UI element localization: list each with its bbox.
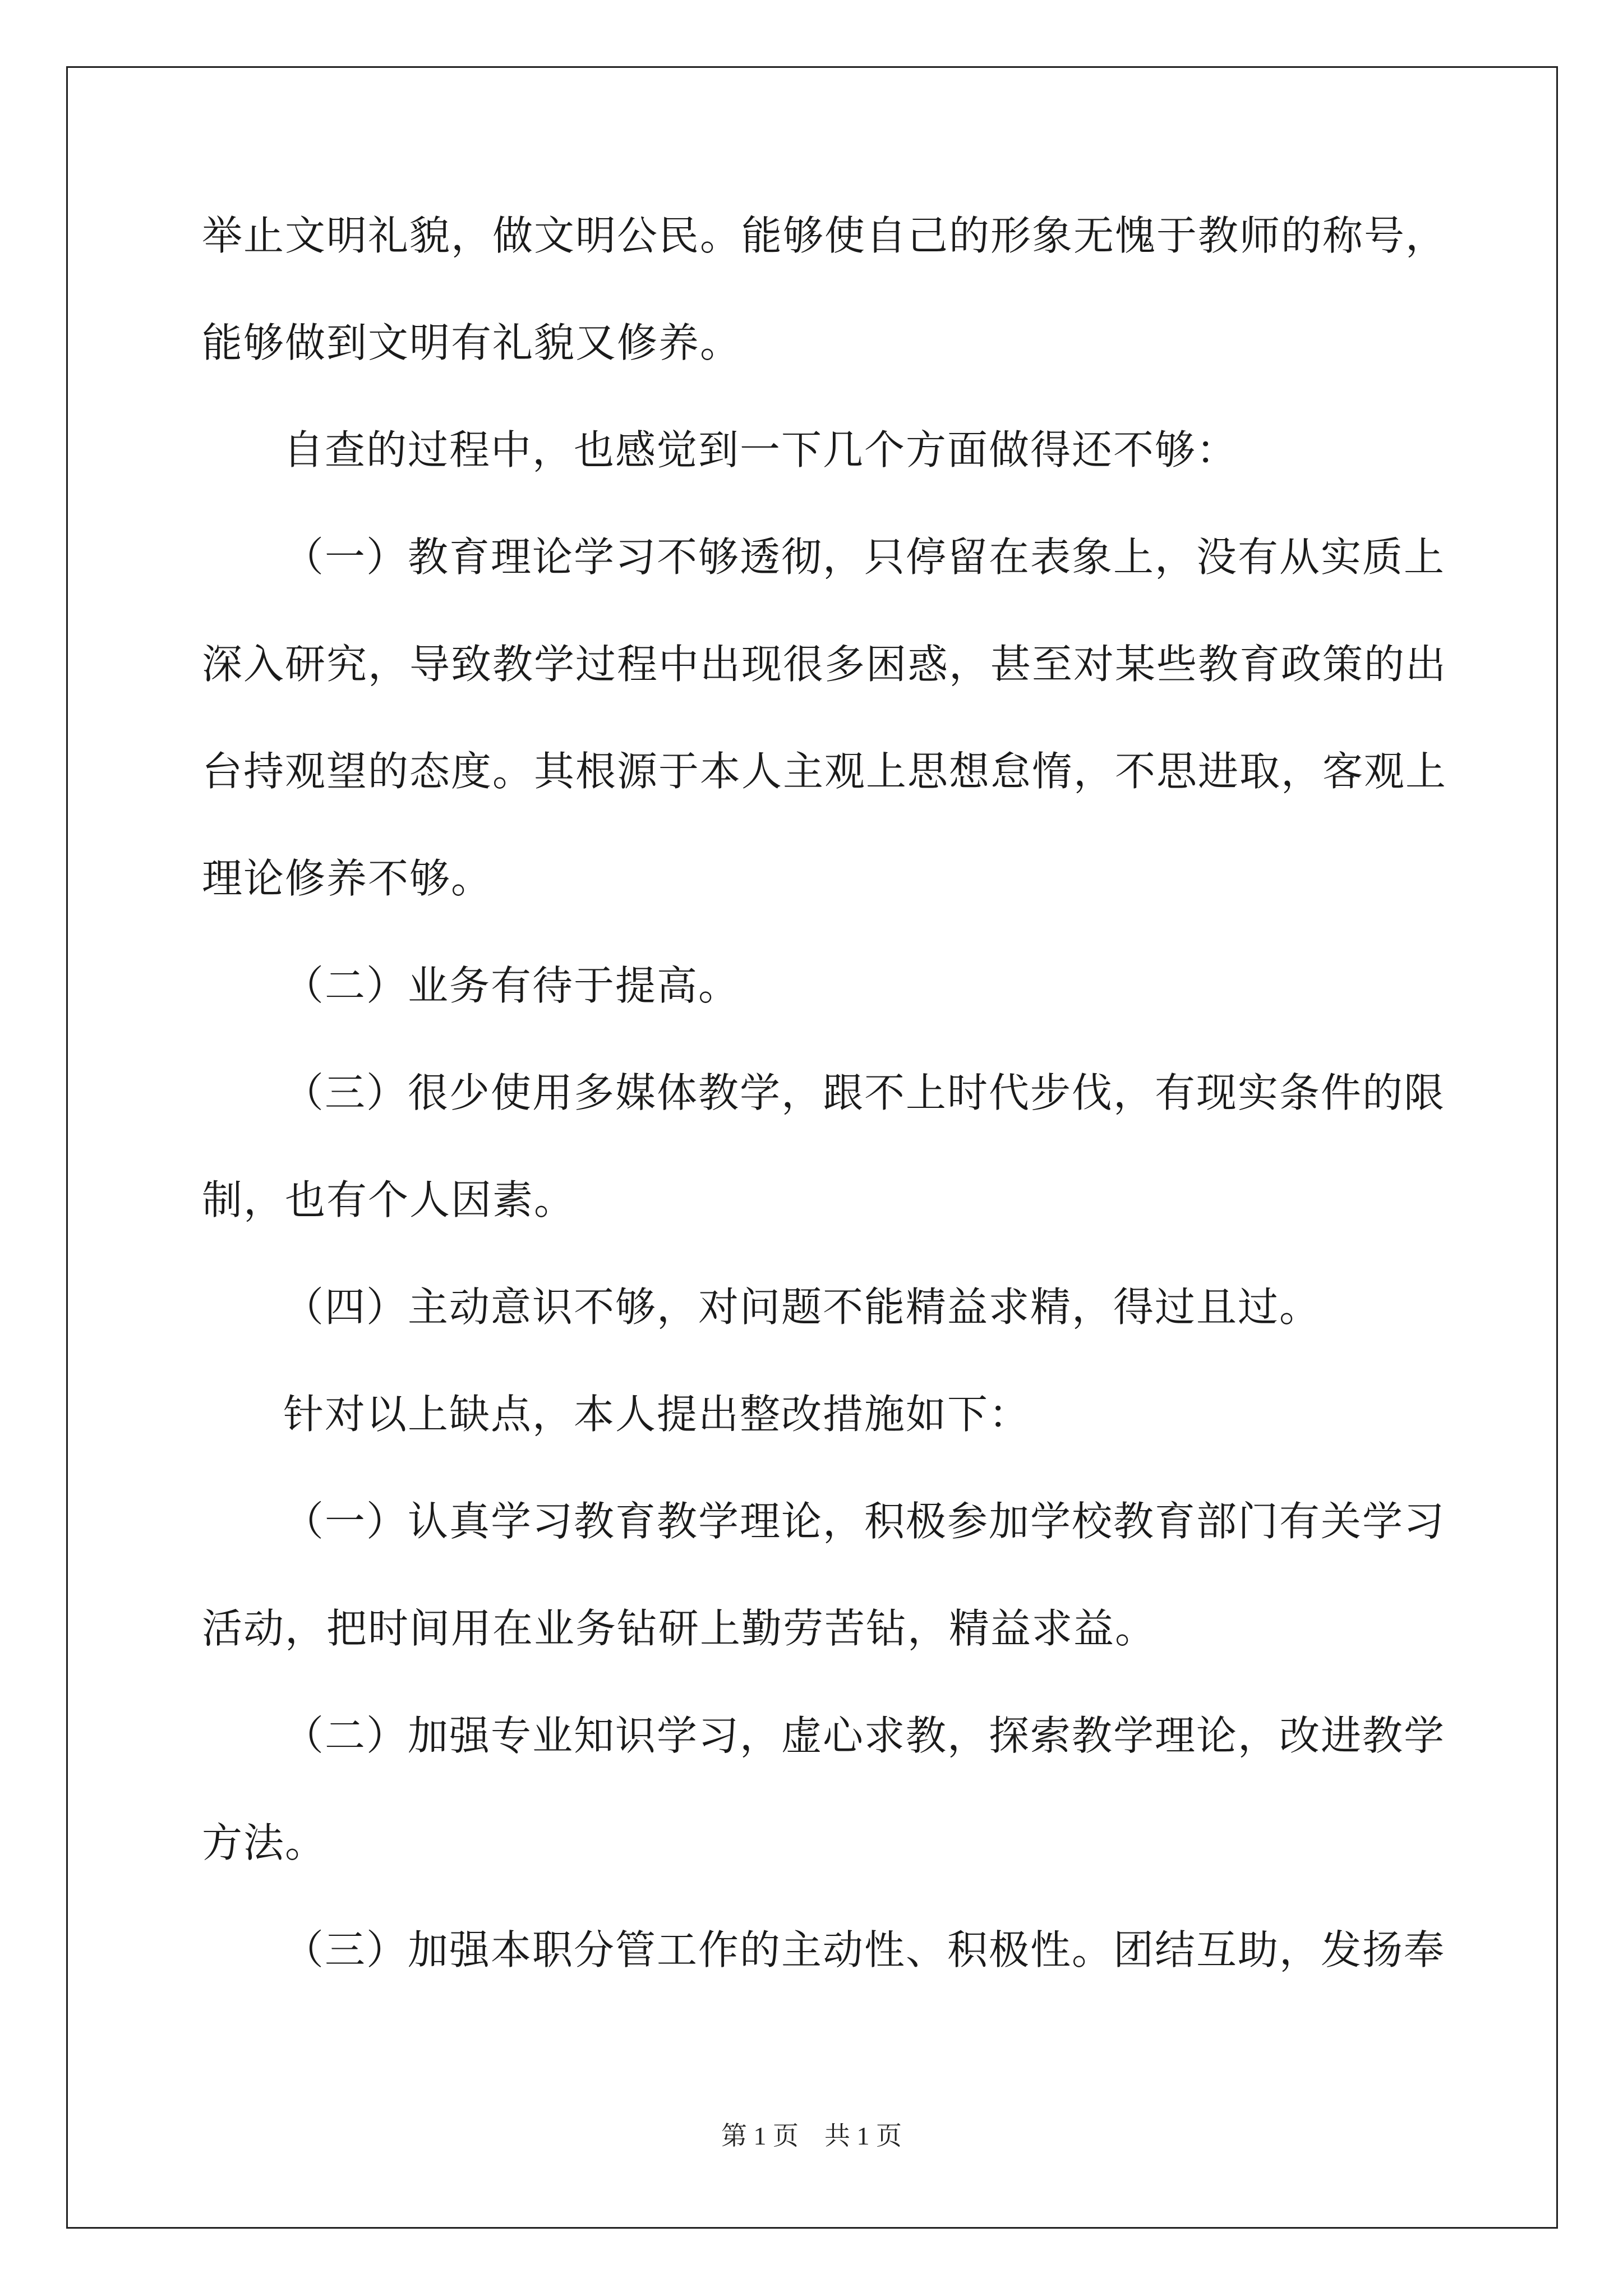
document-body <box>202 208 1447 2029</box>
text-line-9: （三）很少使用多媒体教学，跟不上时代步伐，有现实条件的限 <box>283 1069 1446 1116</box>
text-line-10: 制，也有个人因素。 <box>202 1176 576 1223</box>
text-line-11: （四）主动意识不够，对问题不能精益求精，得过且过。 <box>283 1283 1321 1331</box>
text-line-5: 深入研究，导致教学过程中出现很多困惑，甚至对某些教育政策的出 <box>202 641 1447 688</box>
text-line-16: 方法。 <box>202 1819 327 1866</box>
text-line-6: 台持观望的态度。其根源于本人主观上思想怠惰，不思进取，客观上 <box>202 748 1447 795</box>
text-line-3: 自查的过程中，也感觉到一下几个方面做得还不够： <box>283 426 1238 473</box>
text-line-17: （三）加强本职分管工作的主动性、积极性。团结互助，发扬奉 <box>283 1926 1446 1973</box>
text-line-14: 活动，把时间用在业务钻研上勤劳苦钻，精益求益。 <box>202 1605 1157 1652</box>
text-line-2: 能够做到文明有礼貌又修养。 <box>202 319 742 366</box>
text-line-7: 理论修养不够。 <box>202 855 493 902</box>
page-number-footer: 第 1 页 共 1 页 <box>721 2122 902 2150</box>
text-line-15: （二）加强专业知识学习，虚心求教，探索教学理论，改进教学 <box>283 1712 1446 1759</box>
text-line-8: （二）业务有待于提高。 <box>283 962 740 1009</box>
text-line-4: （一）教育理论学习不够透彻，只停留在表象上，没有从实质上 <box>283 533 1446 581</box>
text-line-12: 针对以上缺点，本人提出整改措施如下： <box>283 1391 1031 1438</box>
text-line-1: 举止文明礼貌，做文明公民。能够使自己的形象无愧于教师的称号， <box>202 212 1447 259</box>
text-line-13: （一）认真学习教育教学理论，积极参加学校教育部门有关学习 <box>283 1498 1446 1545</box>
